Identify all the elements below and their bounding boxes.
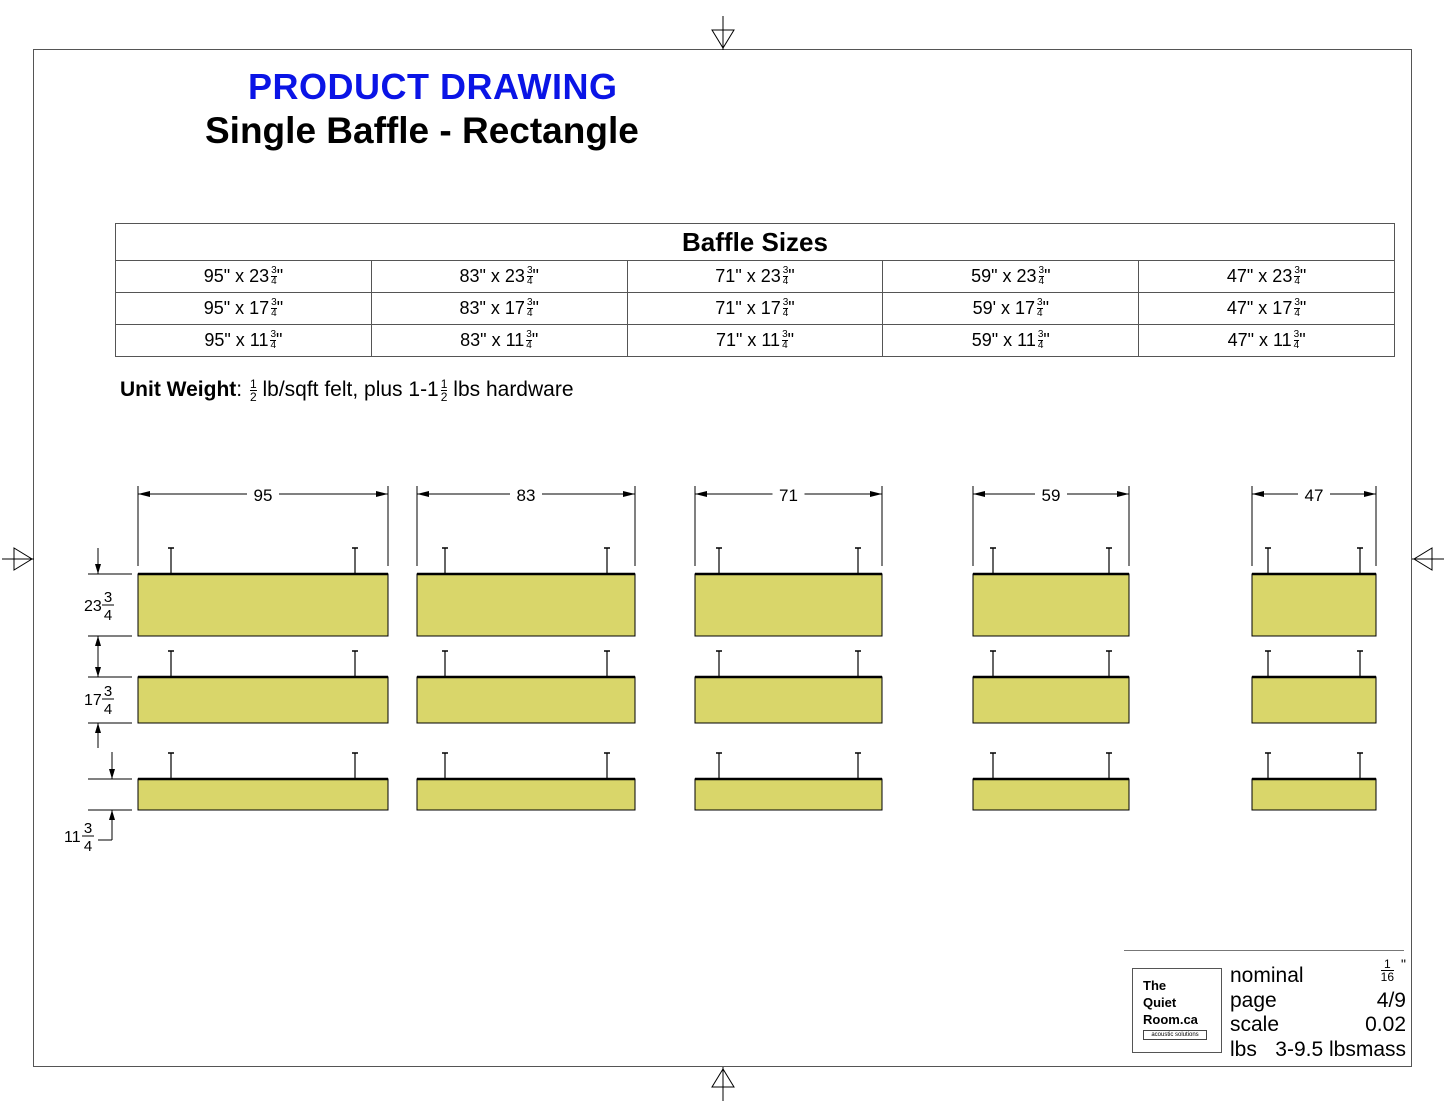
size-cell: 47" x 11 $\frac{3}{4}$ " [1139,325,1395,357]
height-arrow [109,769,115,779]
baffle-panel [695,779,882,810]
nominal-label: nominal [1230,964,1304,987]
height-fraction-denominator: 4 [103,607,113,624]
scale-row [1230,1013,1406,1039]
baffle-panel [417,779,635,810]
baffle-panel [417,574,635,636]
baffle-panel [695,574,882,636]
size-cell: 59' x 17 $\frac{3}{4}$ " [883,293,1139,325]
size-cell: 59" x 11 $\frac{3}{4}$ " [883,325,1139,357]
size-cell: 83" x 11 $\frac{3}{4}$ " [371,325,627,357]
height-dimension-label: 17 [84,692,102,709]
baffle-panel [417,677,635,723]
height-dimension-label: 11 [64,829,81,846]
size-cell: 71" x 23 $\frac{3}{4}$ " [627,261,883,293]
height-fraction-numerator: 3 [83,820,93,837]
width-dimension-label: 47 [1304,486,1324,505]
unit-weight-fraction-1: $\frac{1}{2}$ [249,377,257,404]
mass-row [1230,1038,1406,1064]
baffle-panel [138,779,388,810]
page-title: PRODUCT DRAWING [248,66,618,107]
height-arrow [95,564,101,574]
page-value: 4/9 [1376,989,1406,1012]
title-block-rule [1124,950,1404,951]
size-cell: 83" x 23 $\frac{3}{4}$ " [371,261,627,293]
height-fraction-denominator: 4 [103,701,113,718]
height-arrow [109,810,115,820]
page-subtitle: Single Baffle - Rectangle [205,110,639,151]
baffle-panel [973,574,1129,636]
logo-tagline: acoustic solutions [1143,1030,1207,1040]
size-cell: 95" x 23 $\frac{3}{4}$ " [116,261,372,293]
table-title: Baffle Sizes [116,224,1395,261]
baffle-panel [973,779,1129,810]
dimension-arrow [376,491,388,497]
width-dimension-label: 95 [253,486,273,505]
height-fraction-numerator: 3 [103,683,113,700]
dimension-arrow [1252,491,1264,497]
size-cell: 71" x 17 $\frac{3}{4}$ " [627,293,883,325]
size-cell: 95" x 17 $\frac{3}{4}$ " [116,293,372,325]
logo-line: Room.ca [1143,1012,1198,1027]
baffle-panel [138,677,388,723]
dimension-arrow [870,491,882,497]
page-row [1230,989,1406,1015]
baffle-panel [138,574,388,636]
baffle-panel [695,677,882,723]
size-cell: 47" x 17 $\frac{3}{4}$ " [1139,293,1395,325]
dimension-arrow [973,491,985,497]
size-cell: 95" x 11 $\frac{3}{4}$ " [116,325,372,357]
width-dimension-label: 59 [1041,486,1061,505]
unit-weight-label: Unit Weight [120,378,237,402]
height-dimension-label: 23 [84,598,102,615]
width-dimension-label: 83 [516,486,536,505]
size-cell: 47" x 23 $\frac{3}{4}$ " [1139,261,1395,293]
height-arrow [95,723,101,733]
dimension-arrow [1117,491,1129,497]
nominal-fraction: $\frac{1}{16}$ [1380,957,1394,984]
unit-weight-text-1: lb/sqft felt, plus 1-1 [262,378,439,402]
unit-weight-fraction-2: $\frac{1}{2}$ [440,377,448,404]
dimension-arrow [138,491,150,497]
title-block [1124,950,1406,1065]
mass-label: lbs [1230,1038,1257,1061]
width-dimension-label: 71 [779,486,798,505]
size-cell: 83" x 17 $\frac{3}{4}$ " [371,293,627,325]
size-cell: 71" x 11 $\frac{3}{4}$ " [627,325,883,357]
scale-label: scale [1230,1013,1280,1036]
baffle-panel [1252,677,1376,723]
height-fraction-numerator: 3 [103,589,113,606]
height-fraction-denominator: 4 [83,838,93,855]
height-arrow [95,667,101,677]
nominal-row [1230,956,1406,990]
logo-line: Quiet [1143,995,1177,1010]
baffle-panel [973,677,1129,723]
baffle-panel [1252,779,1376,810]
dimension-arrow [623,491,635,497]
unit-weight-colon: : [236,378,243,402]
dimension-arrow [417,491,429,497]
page-label: page [1230,989,1277,1012]
dimension-arrow [1364,491,1376,497]
company-logo [1132,968,1222,1053]
baffle-panel [1252,574,1376,636]
dimension-arrow [695,491,707,497]
height-arrow [95,636,101,646]
scale-value: 0.02 [1365,1013,1406,1036]
size-cell: 59" x 23 $\frac{3}{4}$ " [883,261,1139,293]
mass-value: 3-9.5 lbsmass [1275,1038,1406,1061]
nominal-unit: " [1401,956,1406,972]
unit-weight-text-2: lbs hardware [453,378,574,402]
logo-line: The [1143,978,1167,993]
